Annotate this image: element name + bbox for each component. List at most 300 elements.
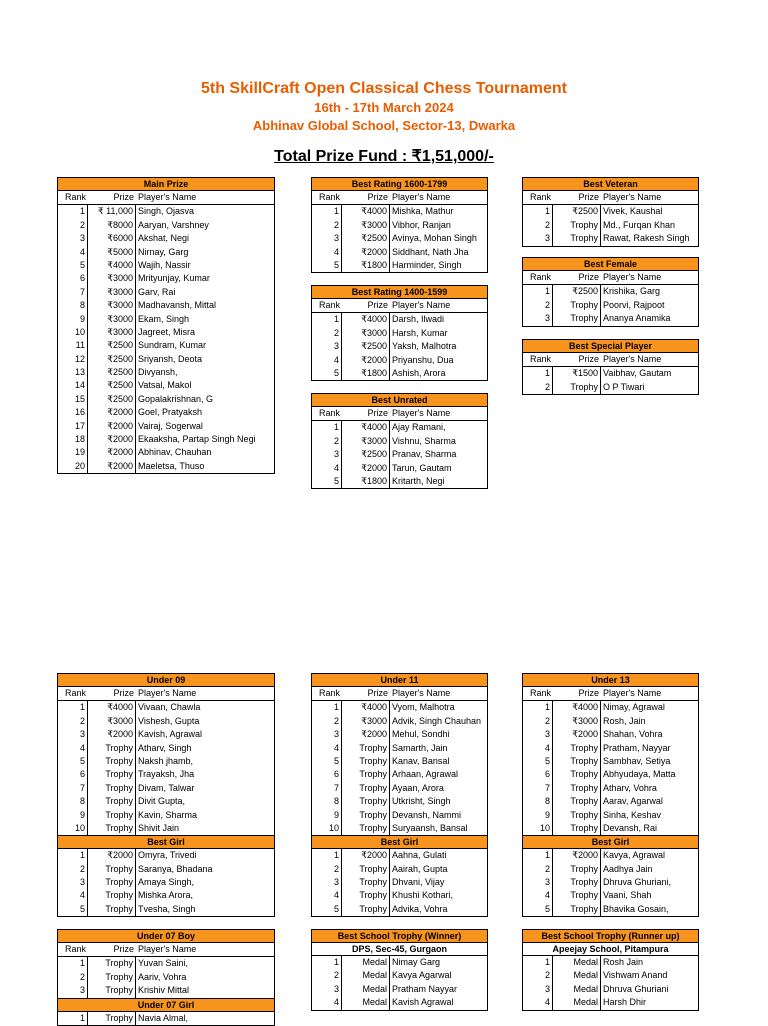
table-row (523, 728, 698, 741)
rank-cell: 9 (312, 809, 342, 822)
prize-cell: Medal (342, 956, 390, 969)
table-row (312, 742, 487, 755)
prize-cell: Trophy (553, 381, 601, 394)
table-body (57, 191, 275, 474)
rank-cell: 1 (312, 421, 342, 434)
total-prize-fund: Total Prize Fund : ₹1,51,000/- (274, 148, 494, 165)
rank-cell: 4 (312, 996, 342, 1009)
player-name-cell: Bhavika Gosain, (603, 903, 669, 914)
rank-cell: 2 (58, 715, 88, 728)
rank-cell: 3 (312, 340, 342, 353)
prize-cell: Medal (342, 969, 390, 982)
column-header-row (312, 687, 487, 701)
prize-cell: ₹2500 (553, 205, 601, 218)
table-best-rating-1400 (311, 285, 488, 381)
table-row (58, 795, 274, 808)
table-body (57, 687, 275, 836)
table-under-11 (311, 673, 488, 917)
player-name-cell: Nimay, Agrawal (603, 702, 665, 713)
rank-cell: 17 (58, 420, 88, 433)
player-name-cell: Jagreet, Misra (138, 326, 196, 337)
girl-section-title: Under 07 Girl (57, 999, 275, 1012)
rank-cell: 5 (312, 475, 342, 488)
table-row (312, 448, 487, 461)
table-title: Under 11 (311, 673, 488, 687)
table-row (58, 782, 274, 795)
tournament-title: 5th SkillCraft Open Classical Chess Tournament (200, 80, 568, 97)
prize-cell: Trophy (342, 782, 390, 795)
table-row (58, 889, 274, 902)
table-row (523, 876, 698, 889)
prize-cell: ₹2500 (553, 285, 601, 298)
table-title: Best School Trophy (Runner up) (522, 929, 699, 943)
table-title: Main Prize (57, 177, 275, 191)
player-name-cell: Vibhor, Ranjan (392, 219, 451, 230)
table-row (58, 232, 274, 245)
table-row (312, 232, 487, 245)
player-name-cell: Mehul, Sondhi (392, 729, 450, 740)
table-row (58, 876, 274, 889)
player-name-cell: Samarth, Jain (392, 742, 448, 753)
table-title: Best Veteran (522, 177, 699, 191)
rank-cell: 16 (58, 406, 88, 419)
rank-header: Rank (64, 944, 86, 954)
prize-cell: ₹3000 (88, 299, 136, 312)
table-row (58, 863, 274, 876)
girl-section-title: Best Girl (57, 836, 275, 849)
table-row (523, 795, 698, 808)
girl-table-body (311, 849, 488, 917)
table-school-runner-up (522, 929, 699, 1011)
prize-cell: Trophy (553, 219, 601, 232)
prize-cell: Trophy (553, 299, 601, 312)
player-name-cell: Rosh, Jain (603, 715, 646, 726)
prize-cell: ₹2000 (342, 462, 390, 475)
prize-cell: Trophy (342, 889, 390, 902)
rank-cell: 3 (312, 728, 342, 741)
player-name-cell: Priyanshu, Dua (392, 354, 454, 365)
rank-cell: 8 (58, 299, 88, 312)
table-row (58, 460, 274, 473)
prize-cell: Trophy (553, 232, 601, 245)
player-name-cell: Sriyansh, Deota (138, 353, 203, 364)
table-row (312, 701, 487, 714)
player-name-cell: Vivaan, Chawla (138, 702, 201, 713)
player-name-cell: Omyra, Trivedi (138, 850, 197, 861)
rank-cell: 3 (58, 728, 88, 741)
prize-cell: Trophy (88, 889, 136, 902)
prize-cell: Trophy (88, 1012, 136, 1025)
prize-cell: ₹1800 (342, 259, 390, 272)
school-name: DPS, Sec-45, Gurgaon (311, 943, 488, 956)
prize-cell: Trophy (553, 742, 601, 755)
rank-cell: 2 (58, 863, 88, 876)
column-header-row (58, 687, 274, 701)
rank-cell: 8 (312, 795, 342, 808)
table-row (58, 809, 274, 822)
table-row (58, 313, 274, 326)
prize-cell: ₹2000 (88, 420, 136, 433)
girl-section-title: Best Girl (311, 836, 488, 849)
table-row (312, 219, 487, 232)
prize-cell: ₹2000 (88, 460, 136, 473)
player-name-cell: Divam, Talwar (138, 782, 195, 793)
rank-cell: 3 (58, 232, 88, 245)
table-row (523, 701, 698, 714)
player-name-cell: Kavya, Agrawal (603, 850, 666, 861)
table-row (58, 259, 274, 272)
rank-cell: 1 (312, 849, 342, 862)
table-row (523, 232, 698, 245)
rank-cell: 1 (523, 285, 553, 298)
name-header: Player's Name (138, 192, 197, 202)
name-header: Player's Name (392, 300, 451, 310)
prize-cell: Medal (553, 969, 601, 982)
prize-cell: Trophy (88, 984, 136, 997)
player-name-cell: Kanav, Bansal (392, 755, 450, 766)
table-row (58, 984, 274, 997)
table-row (58, 1012, 274, 1025)
player-name-cell: Tvesha, Singh (138, 903, 196, 914)
rank-cell: 1 (58, 701, 88, 714)
table-row (58, 219, 274, 232)
player-name-cell: Devansh, Nammi (392, 809, 462, 820)
prize-cell: Trophy (88, 755, 136, 768)
player-name-cell: Ayaan, Arora (392, 782, 444, 793)
prize-cell: ₹2000 (342, 354, 390, 367)
player-name-cell: Madhavansh, Mittal (138, 300, 217, 311)
player-name-cell: Advik, Singh Chauhan (392, 715, 482, 726)
player-name-cell: Poorvi, Rajpoot (603, 299, 665, 310)
table-row (523, 809, 698, 822)
table-row (312, 969, 487, 982)
school-name: Apeejay School, Pitampura (522, 943, 699, 956)
player-name-cell: Mishka Arora, (138, 890, 194, 901)
prize-cell: Trophy (553, 822, 601, 835)
rank-cell: 3 (312, 876, 342, 889)
table-row (58, 299, 274, 312)
table-row (312, 462, 487, 475)
prize-cell: Trophy (342, 863, 390, 876)
player-name-cell: Pratham, Nayyar (603, 742, 671, 753)
prize-cell: ₹4000 (553, 701, 601, 714)
player-name-cell: Aaryan, Varshney (138, 219, 209, 230)
rank-cell: 10 (312, 822, 342, 835)
table-row (312, 956, 487, 969)
rank-cell: 7 (58, 286, 88, 299)
table-row (312, 809, 487, 822)
player-name-cell: Krishiv Mittal (138, 985, 190, 996)
rank-cell: 14 (58, 379, 88, 392)
column-header-row (58, 943, 274, 957)
table-row (58, 366, 274, 379)
table-row (312, 782, 487, 795)
player-name-cell: Vaani, Shah (603, 890, 652, 901)
rank-cell: 3 (523, 876, 553, 889)
rank-cell: 5 (58, 755, 88, 768)
player-name-cell: Krishika, Garg (603, 286, 661, 297)
table-row (58, 971, 274, 984)
player-name-cell: Vaibhav, Gautam (603, 368, 672, 379)
table-row (312, 903, 487, 916)
player-name-cell: Rawat, Rakesh Singh (603, 233, 690, 244)
prize-cell: Trophy (342, 822, 390, 835)
player-name-cell: Pranav, Sharma (392, 449, 457, 460)
player-name-cell: Arhaan, Agrawal (392, 769, 459, 780)
player-name-cell: Sundram, Kumar (138, 340, 207, 351)
table-row (312, 435, 487, 448)
table-row (58, 353, 274, 366)
player-name-cell: Nimay Garg (392, 957, 441, 967)
table-row (58, 822, 274, 835)
player-name-cell: Tarun, Gautam (392, 462, 452, 473)
rank-cell: 15 (58, 393, 88, 406)
prize-cell: ₹2500 (342, 340, 390, 353)
table-row (523, 849, 698, 862)
prize-cell: Medal (342, 996, 390, 1009)
table-row (58, 326, 274, 339)
table-row (312, 367, 487, 380)
rank-cell: 4 (58, 889, 88, 902)
table-row (58, 286, 274, 299)
player-name-cell: Rosh Jain (603, 957, 644, 967)
rank-cell: 1 (523, 956, 553, 969)
prize-cell: ₹2000 (553, 849, 601, 862)
prize-cell: Trophy (553, 889, 601, 902)
table-title: Under 07 Boy (57, 929, 275, 943)
rank-cell: 4 (58, 742, 88, 755)
player-name-cell: Ekaaksha, Partap Singh Negi (138, 434, 256, 445)
rank-cell: 4 (312, 246, 342, 259)
prize-cell: ₹2000 (342, 246, 390, 259)
rank-cell: 1 (58, 1012, 88, 1025)
prize-cell: ₹3000 (88, 286, 136, 299)
prize-cell: ₹2000 (88, 433, 136, 446)
rank-cell: 2 (312, 969, 342, 982)
rank-cell: 1 (312, 956, 342, 969)
table-row (312, 768, 487, 781)
table-row (523, 889, 698, 902)
prize-cell: ₹3000 (88, 272, 136, 285)
prize-cell: ₹3000 (553, 715, 601, 728)
rank-cell: 12 (58, 353, 88, 366)
table-best-special (522, 339, 699, 395)
player-name-cell: Divit Gupta, (138, 796, 186, 807)
player-name-cell: Abhyudaya, Matta (603, 769, 676, 780)
rank-cell: 2 (523, 381, 553, 394)
prize-cell: Trophy (342, 876, 390, 889)
prize-cell: Trophy (553, 768, 601, 781)
prize-cell: Trophy (553, 863, 601, 876)
table-row (312, 259, 487, 272)
prize-cell: ₹3000 (88, 326, 136, 339)
table-row (523, 219, 698, 232)
rank-cell: 20 (58, 460, 88, 473)
table-row (58, 742, 274, 755)
player-name-cell: Utkrisht, Singh (392, 796, 451, 807)
table-row (312, 996, 487, 1009)
player-name-cell: Md., Furqan Khan (603, 219, 676, 230)
prize-cell: ₹3000 (88, 715, 136, 728)
rank-cell: 5 (58, 259, 88, 272)
table-row (312, 475, 487, 488)
rank-cell: 7 (523, 782, 553, 795)
table-best-female (522, 257, 699, 327)
player-name-cell: Kritarth, Negi (392, 475, 445, 486)
player-name-cell: Aairah, Gupta (392, 863, 448, 874)
table-school-winner (311, 929, 488, 1011)
player-name-cell: Vyom, Malhotra (392, 702, 455, 713)
prize-cell: Trophy (88, 876, 136, 889)
prize-cell: ₹3000 (342, 715, 390, 728)
rank-cell: 9 (58, 313, 88, 326)
player-name-cell: Siddhant, Nath Jha (392, 246, 469, 257)
table-body (311, 299, 488, 381)
table-row (523, 381, 698, 394)
player-name-cell: Naksh jhamb, (138, 755, 194, 766)
prize-cell: ₹1500 (553, 367, 601, 380)
prize-cell: ₹3000 (342, 219, 390, 232)
prize-header: Prize (367, 688, 388, 698)
column-header-row (58, 191, 274, 205)
player-name-cell: Garv, Rai (138, 286, 176, 297)
player-name-cell: Akshat, Negi (138, 233, 190, 244)
player-name-cell: Amaya Singh, (138, 877, 195, 888)
tournament-venue: Abhinav Global School, Sector-13, Dwarka (252, 118, 516, 133)
rank-cell: 4 (523, 996, 553, 1009)
player-name-cell: Avinya, Mohan Singh (392, 233, 477, 244)
table-row (312, 889, 487, 902)
prize-cell: Trophy (342, 795, 390, 808)
rank-cell: 5 (312, 755, 342, 768)
prize-header: Prize (113, 192, 134, 202)
player-name-cell: Aahna, Gulati (392, 850, 447, 861)
prize-cell: Medal (553, 983, 601, 996)
table-row (58, 903, 274, 916)
table-row (312, 205, 487, 218)
prize-cell: ₹2000 (88, 406, 136, 419)
name-header: Player's Name (603, 192, 662, 202)
rank-cell: 4 (523, 889, 553, 902)
table-row (312, 715, 487, 728)
prize-cell: ₹2000 (553, 728, 601, 741)
player-name-cell: Goel, Pratyaksh (138, 407, 203, 418)
rank-header: Rank (318, 192, 340, 202)
table-row (312, 728, 487, 741)
player-name-cell: Yuvan Saini, (138, 958, 189, 969)
table-body (522, 353, 699, 395)
player-name-cell: Khushi Kothari, (392, 890, 454, 901)
table-title: Best Rating 1600-1799 (311, 177, 488, 191)
table-row (523, 903, 698, 916)
column-header-row (523, 687, 698, 701)
table-row (58, 728, 274, 741)
table-title: Best Female (522, 257, 699, 271)
player-name-cell: Harsh, Kumar (392, 327, 448, 338)
table-row (312, 755, 487, 768)
player-name-cell: Ananya Anamika (603, 313, 671, 324)
rank-cell: 5 (312, 367, 342, 380)
girl-table-body (57, 849, 275, 917)
rank-cell: 9 (58, 809, 88, 822)
rank-cell: 3 (58, 876, 88, 889)
rank-header: Rank (64, 192, 86, 202)
table-row (523, 367, 698, 380)
rank-cell: 2 (312, 219, 342, 232)
player-name-cell: Vishnu, Sharma (392, 435, 456, 446)
rank-header: Rank (529, 192, 551, 202)
player-name-cell: Dhruva Ghuriani (603, 983, 669, 994)
player-name-cell: Saranya, Bhadana (138, 863, 213, 874)
player-name-cell: Shahan, Vohra (603, 729, 663, 740)
prize-cell: Trophy (88, 742, 136, 755)
table-body (311, 687, 488, 836)
prize-cell: ₹2000 (88, 728, 136, 741)
rank-cell: 1 (58, 849, 88, 862)
rank-header: Rank (318, 408, 340, 418)
table-under-09 (57, 673, 275, 917)
player-name-cell: Wajih, Nassir (138, 259, 191, 270)
player-name-cell: Divyansh, (138, 367, 178, 378)
rank-cell: 13 (58, 366, 88, 379)
player-name-cell: Sambhav, Setiya (603, 755, 671, 766)
prize-header: Prize (367, 408, 388, 418)
player-name-cell: Vivek, Kaushal (603, 206, 663, 217)
table-row (312, 313, 487, 326)
column-header-row (312, 299, 487, 313)
player-name-cell: Darsh, Ilwadi (392, 314, 445, 325)
prize-cell: Trophy (88, 971, 136, 984)
table-main-prize (57, 177, 275, 474)
column-header-row (312, 407, 487, 421)
rank-cell: 5 (523, 903, 553, 916)
player-name-cell: Devansh, Rai (603, 822, 658, 833)
table-row (523, 742, 698, 755)
table-row (58, 339, 274, 352)
rank-cell: 4 (312, 742, 342, 755)
rank-cell: 10 (58, 326, 88, 339)
prize-header: Prize (578, 688, 599, 698)
player-name-cell: Sinha, Keshav (603, 809, 662, 820)
rank-cell: 2 (523, 863, 553, 876)
table-row (312, 246, 487, 259)
table-best-unrated (311, 393, 488, 489)
prize-cell: Trophy (553, 903, 601, 916)
table-row (523, 983, 698, 996)
rank-cell: 2 (58, 971, 88, 984)
tournament-dates: 16th - 17th March 2024 (314, 100, 454, 115)
prize-cell: ₹2500 (88, 379, 136, 392)
table-row (58, 849, 274, 862)
table-row (312, 822, 487, 835)
rank-header: Rank (318, 688, 340, 698)
player-name-cell: Aariv, Vohra (138, 971, 187, 982)
girl-section-title: Best Girl (522, 836, 699, 849)
table-row (312, 849, 487, 862)
player-name-cell: Ashish, Arora (392, 367, 446, 378)
rank-cell: 2 (312, 863, 342, 876)
player-name-cell: Harminder, Singh (392, 259, 462, 270)
player-name-cell: O P Tiwari (603, 381, 645, 392)
prize-cell: ₹4000 (342, 701, 390, 714)
rank-cell: 2 (312, 327, 342, 340)
rank-cell: 6 (312, 768, 342, 781)
rank-header: Rank (529, 354, 551, 364)
rank-cell: 10 (58, 822, 88, 835)
girl-table-body (522, 849, 699, 917)
table-body (522, 271, 699, 327)
prize-cell: ₹8000 (88, 219, 136, 232)
